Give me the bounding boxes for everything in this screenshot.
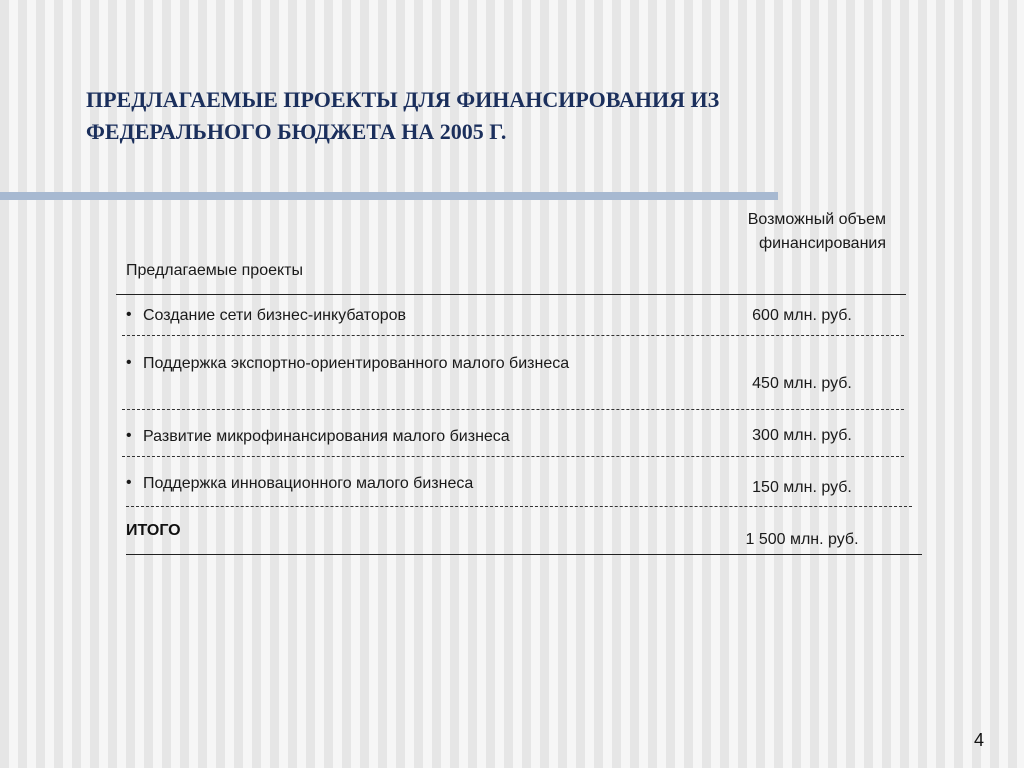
table-row (126, 352, 603, 376)
bullet-icon: • (126, 474, 132, 491)
total-label: ИТОГО (126, 522, 181, 539)
bullet-icon: • (126, 306, 132, 323)
bullet-icon: • (126, 354, 132, 371)
project-amount: 450 млн. руб. (752, 375, 852, 392)
project-name: Поддержка экспортно-ориентированного малого бизнеса (143, 355, 570, 372)
table-row (126, 472, 623, 496)
project-name: Развитие микрофинансирования малого бизнеса (143, 428, 510, 445)
page-number: 4 (974, 730, 985, 750)
amount-column-header (690, 208, 886, 256)
bullet-icon: • (126, 427, 132, 444)
table-row (126, 425, 623, 449)
header-divider (116, 294, 906, 295)
slide-title-line-1: ПРЕДЛАГАЕМЫЕ ПРОЕКТЫ ДЛЯ ФИНАНСИРОВАНИЯ ИЗ (86, 87, 720, 112)
project-name: Создание сети бизнес-инкубаторов (143, 307, 407, 324)
total-amount: 1 500 млн. руб. (745, 531, 859, 548)
table-bottom-border (126, 554, 922, 555)
project-amount: 600 млн. руб. (752, 307, 852, 324)
row-divider (122, 456, 904, 457)
row-divider (126, 506, 912, 507)
projects-column-header: Предлагаемые проекты (126, 262, 304, 279)
row-divider (122, 335, 904, 336)
project-name: Поддержка инновационного малого бизнеса (143, 475, 474, 492)
slide-title (86, 84, 886, 148)
project-amount: 150 млн. руб. (752, 479, 852, 496)
project-amount: 300 млн. руб. (752, 427, 852, 444)
title-accent-bar (0, 192, 778, 200)
amount-header-line-1: Возможный объем (747, 211, 886, 228)
table-row (126, 304, 623, 328)
amount-header-line-2: финансирования (758, 235, 886, 252)
slide-title-line-2: ФЕДЕРАЛЬНОГО БЮДЖЕТА НА 2005 Г. (86, 119, 507, 144)
row-divider (122, 409, 904, 410)
